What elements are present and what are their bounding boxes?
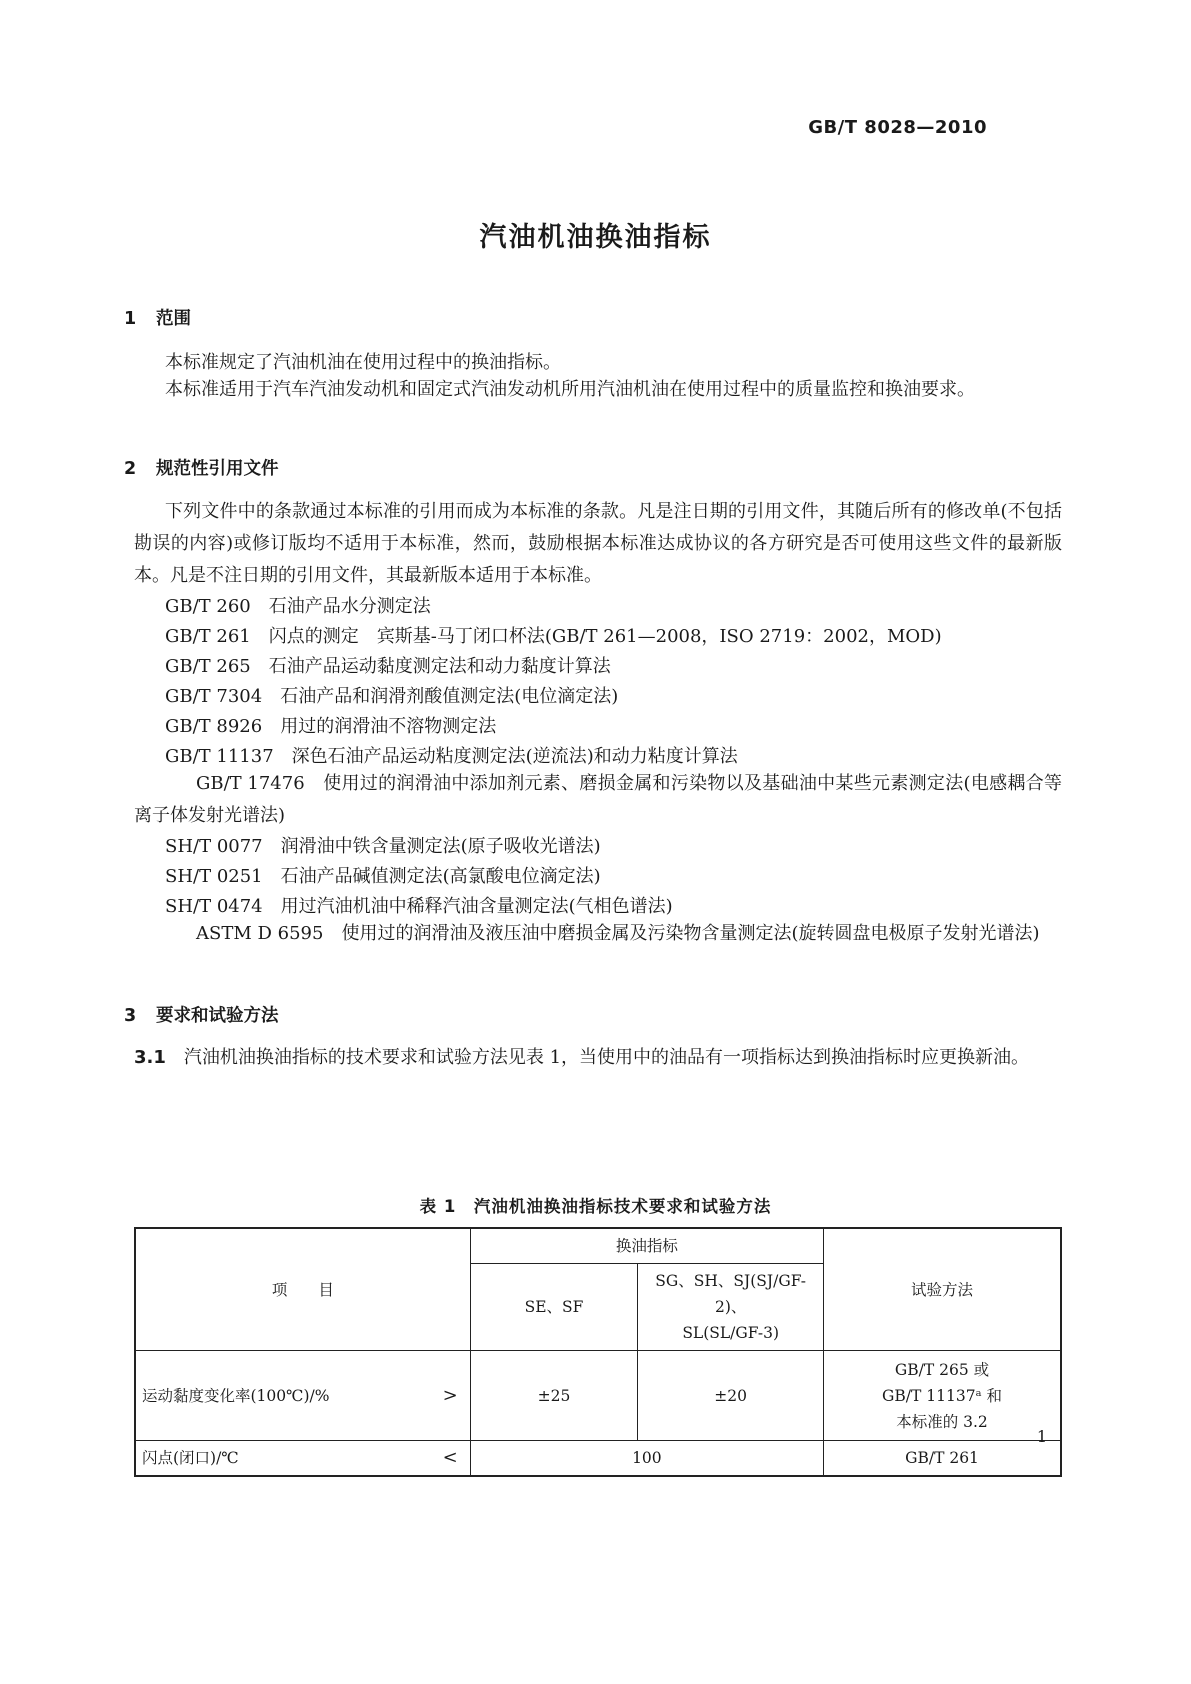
reference-title: 石油产品和润滑剂酸值测定法(电位滴定法) xyxy=(280,686,619,707)
section-title: 要求和试验方法 xyxy=(156,1006,279,1026)
row-item xyxy=(135,1351,470,1441)
paragraph: 本标准适用于汽车汽油发动机和固定式汽油发动机所用汽油机油在使用过程中的质量监控和换油要求。 xyxy=(165,379,975,400)
method-line: GB/T 265 或 xyxy=(894,1360,990,1379)
row-item-label: 闪点(闭口)/℃ xyxy=(142,1449,239,1467)
comparison-sign: > xyxy=(442,1384,458,1406)
header-group: 换油指标 xyxy=(470,1228,823,1264)
spec-table xyxy=(134,1227,1062,1477)
document-title: 汽油机油换油指标 xyxy=(479,222,712,253)
reference-title: 用过汽油机油中稀释汽油含量测定法(气相色谱法) xyxy=(280,896,673,917)
comparison-sign: < xyxy=(442,1447,458,1468)
section-title: 规范性引用文件 xyxy=(156,459,279,479)
header-col2 xyxy=(638,1264,824,1351)
section-number: 2 xyxy=(124,459,137,479)
reference-item xyxy=(165,712,496,738)
reference-item xyxy=(165,592,431,618)
reference-code: GB/T 261 xyxy=(165,626,251,647)
section-number: 1 xyxy=(124,309,137,329)
row-value-1: ±25 xyxy=(470,1351,638,1441)
header-col2-line1: SG、SH、SJ(SJ/GF-2)、 xyxy=(655,1272,807,1316)
reference-title: 闪点的测定 宾斯基-马丁闭口杯法(GB/T 261—2008，ISO 2719：2002，MOD) xyxy=(268,626,942,647)
reference-code: SH/T 0077 xyxy=(165,836,263,857)
reference-item xyxy=(134,918,1062,950)
reference-code: GB/T 17476 xyxy=(196,773,305,794)
page-number: 1 xyxy=(1036,1427,1047,1446)
paragraph: 下列文件中的条款通过本标准的引用而成为本标准的条款。凡是注日期的引用文件，其随后所有的修改单(不包括勘误的内容)或修订版均不适用于本标准，然而，鼓励根据本标准达成协议的各方研究是否可使用这些文件的最新版本。凡是不注日期的引用文件，其最新版本适用于本标准。 xyxy=(134,501,1062,586)
reference-code: GB/T 265 xyxy=(165,656,251,677)
reference-code: GB/T 7304 xyxy=(165,686,263,707)
reference-title: 使用过的润滑油中添加剂元素、磨损金属和污染物以及基础油中某些元素测定法(电感耦合等离子体发射光谱法) xyxy=(134,773,1062,826)
row-method: GB/T 261 xyxy=(824,1441,1061,1477)
row-item-label: 运动黏度变化率(100℃)/% xyxy=(142,1386,330,1405)
section-1-heading xyxy=(124,305,191,330)
reference-code: GB/T 8926 xyxy=(165,716,263,737)
reference-title: 深色石油产品运动粘度测定法(逆流法)和动力粘度计算法 xyxy=(291,746,738,767)
reference-code: ASTM D 6595 xyxy=(196,923,324,944)
reference-title: 用过的润滑油不溶物测定法 xyxy=(280,716,497,737)
reference-item xyxy=(134,768,1062,832)
reference-title: 石油产品水分测定法 xyxy=(268,596,431,617)
reference-code: SH/T 0474 xyxy=(165,896,263,917)
header-method: 试验方法 xyxy=(824,1228,1061,1351)
standard-code: GB/T 8028—2010 xyxy=(808,117,987,138)
reference-title: 石油产品碱值测定法(高氯酸电位滴定法) xyxy=(280,866,601,887)
reference-item xyxy=(165,742,738,768)
header-item: 项 目 xyxy=(135,1228,470,1351)
reference-item xyxy=(165,622,942,648)
section-number: 3 xyxy=(124,1006,137,1026)
table-row xyxy=(135,1351,1061,1441)
reference-code: GB/T 11137 xyxy=(165,746,274,767)
reference-title: 使用过的润滑油及液压油中磨损金属及污染物含量测定法(旋转圆盘电极原子发射光谱法) xyxy=(341,923,1040,944)
reference-title: 石油产品运动黏度测定法和动力黏度计算法 xyxy=(268,656,611,677)
table-caption: 表 1 汽油机油换油指标技术要求和试验方法 xyxy=(419,1197,772,1216)
header-col1: SE、SF xyxy=(470,1264,638,1351)
reference-item xyxy=(165,892,673,918)
paragraph: 本标准规定了汽油机油在使用过程中的换油指标。 xyxy=(165,352,561,373)
method-line: 本标准的 3.2 xyxy=(896,1412,988,1431)
reference-item xyxy=(165,832,601,858)
clause-number: 3.1 xyxy=(134,1047,166,1068)
reference-item xyxy=(165,682,618,708)
reference-title: 润滑油中铁含量测定法(原子吸收光谱法) xyxy=(280,836,601,857)
row-value-2: ±20 xyxy=(638,1351,824,1441)
method-line: GB/T 11137ᵃ 和 xyxy=(882,1386,1002,1405)
row-value-merged: 100 xyxy=(470,1441,823,1477)
row-method xyxy=(824,1351,1061,1441)
header-col2-line2: SL(SL/GF-3) xyxy=(682,1324,779,1342)
clause-text: 汽油机油换油指标的技术要求和试验方法见表 1，当使用中的油品有一项指标达到换油指标时应更换新油。 xyxy=(183,1047,1030,1068)
table-row xyxy=(135,1441,1061,1477)
reference-code: GB/T 260 xyxy=(165,596,251,617)
clause-3-1 xyxy=(134,1042,1062,1074)
section-2-heading xyxy=(124,455,279,480)
section-title: 范围 xyxy=(156,309,191,329)
reference-item xyxy=(165,862,601,888)
section-3-heading xyxy=(124,1002,279,1027)
reference-code: SH/T 0251 xyxy=(165,866,263,887)
row-item xyxy=(135,1441,470,1477)
reference-item xyxy=(165,652,611,678)
